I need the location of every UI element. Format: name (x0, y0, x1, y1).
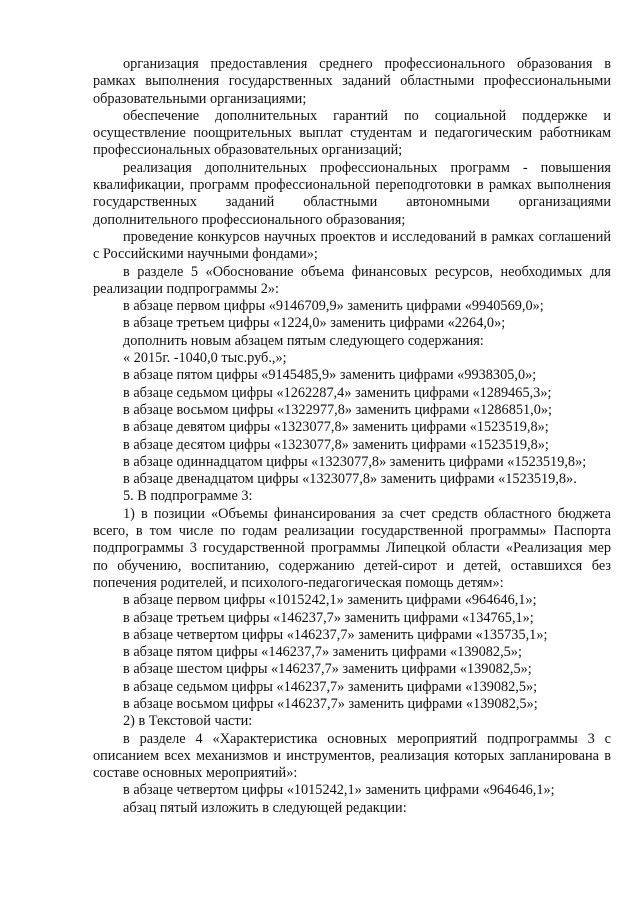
paragraph: дополнить новым абзацем пятым следующего содержания: (123, 332, 484, 349)
paragraph: в абзаце восьмом цифры «146237,7» заменить цифрами «139082,5»; (123, 695, 538, 712)
paragraph: 5. В подпрограмме 3: (123, 488, 253, 505)
paragraph: абзац пятый изложить в следующей редакции: (123, 799, 407, 816)
paragraph: реализация дополнительных профессиональных программ - повышения квалификации, программ профессиональной переподготовки в рамках выполнения государственных заданий областными автономными организациями дополнительного профессионального образования; (93, 159, 611, 228)
paragraph: организация предоставления среднего профессионального образования в рамках выполнения государственных заданий областными профессиональными образовательными организациями; (93, 56, 611, 107)
paragraph: 1) в позиции «Объемы финансирования за счет средств областного бюджета всего, в том числе по годам реализации государственной программы» Паспорта подпрограммы 3 государственной программы Липецкой области «Реализация мер по обучению, воспитанию, содержанию детей-сирот и детей, оставшихся без попечения родителей, и психолого-педагогическая помощь детям»: (93, 505, 611, 591)
paragraph: в абзаце восьмом цифры «1322977,8» заменить цифрами «1286851,0»; (123, 401, 552, 418)
paragraph: 2) в Текстовой части: (123, 713, 253, 730)
paragraph: в абзаце седьмом цифры «1262287,4» заменить цифрами «1289465,3»; (123, 384, 552, 401)
paragraph: в абзаце пятом цифры «146237,7» заменить цифрами «139082,5»; (123, 644, 522, 661)
document-body (93, 56, 611, 817)
paragraph: « 2015г. -1040,0 тыс.руб.,»; (123, 350, 287, 367)
paragraph: в абзаце третьем цифры «146237,7» заменить цифрами «134765,1»; (123, 609, 534, 626)
paragraph: в разделе 4 «Характеристика основных мероприятий подпрограммы 3 с описанием всех механизмов и инструментов, реализация которых запланирована в составе основных мероприятий»: (93, 730, 611, 782)
paragraph: в абзаце седьмом цифры «146237,7» заменить цифрами «139082,5»; (123, 678, 538, 695)
paragraph: в абзаце первом цифры «1015242,1» заменить цифрами «964646,1»; (123, 592, 537, 609)
paragraph: в абзаце девятом цифры «1323077,8» заменить цифрами «1523519,8»; (123, 419, 549, 436)
paragraph: проведение конкурсов научных проектов и исследований в рамках соглашений с Российскими научными фондами»; (93, 228, 611, 263)
paragraph: в абзаце третьем цифры «1224,0» заменить цифрами «2264,0»; (123, 315, 506, 332)
paragraph: в абзаце десятом цифры «1323077,8» заменить цифрами «1523519,8»; (123, 436, 549, 453)
paragraph: в абзаце четвертом цифры «1015242,1» заменить цифрами «964646,1»; (123, 782, 555, 799)
paragraph: в абзаце четвертом цифры «146237,7» заменить цифрами «135735,1»; (123, 626, 548, 643)
paragraph: в разделе 5 «Обоснование объема финансовых ресурсов, необходимых для реализации подпрограммы 2»: (93, 263, 611, 297)
paragraph: в абзаце двенадцатом цифры «1323077,8» заменить цифрами «1523519,8». (123, 471, 577, 488)
paragraph: в абзаце одиннадцатом цифры «1323077,8» заменить цифрами «1523519,8»; (123, 453, 587, 470)
paragraph: в абзаце первом цифры «9146709,9» заменить цифрами «9940569,0»; (123, 298, 544, 315)
paragraph: в абзаце шестом цифры «146237,7» заменить цифрами «139082,5»; (123, 661, 532, 678)
paragraph: обеспечение дополнительных гарантий по социальной поддержке и осуществление поощрительных выплат студентам и педагогическим работникам профессиональных образовательных организаций; (93, 107, 611, 159)
paragraph: в абзаце пятом цифры «9145485,9» заменить цифрами «9938305,0»; (123, 367, 537, 384)
